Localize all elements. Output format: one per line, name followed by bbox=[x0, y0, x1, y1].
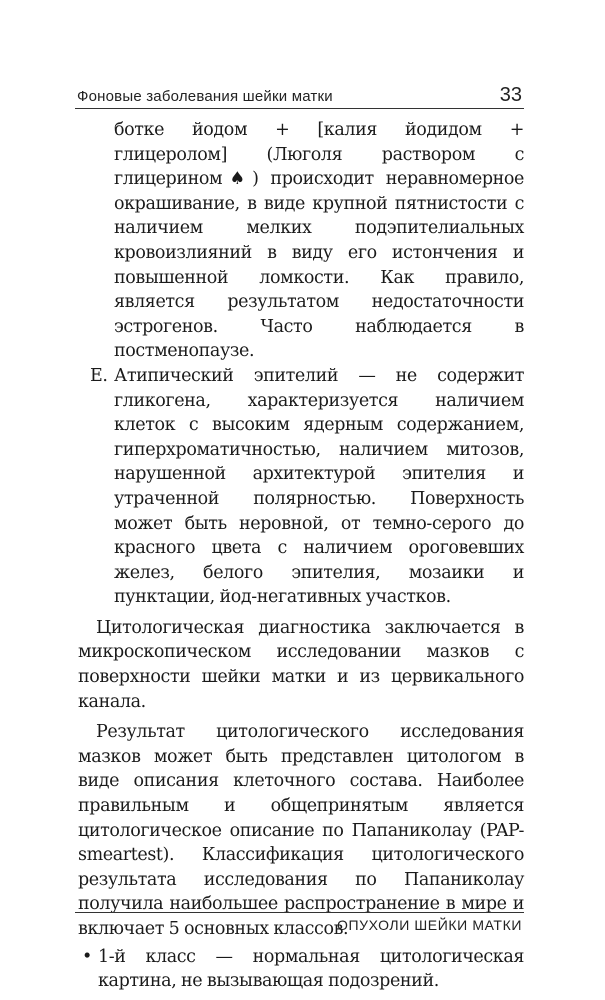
running-footer bbox=[75, 912, 524, 933]
running-header bbox=[75, 86, 524, 109]
bullet-item bbox=[78, 945, 524, 994]
page-body bbox=[78, 118, 524, 994]
running-footer-title: ОПУХОЛИ ШЕЙКИ МАТКИ bbox=[336, 917, 522, 933]
continued-text: ботке йодом + [калия йодидом + глицеролом] (Люголя раствором с глицерином♠) происходит неравномерное окрашивание, в виде крупной пятнистости с наличием мелких подэпителиальных кровоизлияний в виду его истончения и повышенной ломкости. Как правило, является результатом недостаточности эстрогенов. Часто наблюдается в постменопаузе. bbox=[114, 120, 524, 362]
list-item-text: Атипический эпителий — не содержит гликогена, характеризуется наличием клеток с высоким ядерным содержанием, гиперхроматичностью, наличием митозов, нарушенной архитектурой эпителия и утраченной полярностью. Поверхность может быть неровной, от темно-серого до красного цвета с наличием ороговевших желез, белого эпителия, мозаики и пунктации, йод-негативных участков. bbox=[114, 365, 524, 608]
bullet-icon: • bbox=[82, 946, 92, 967]
paragraph-papanicolaou: Результат цитологического исследования мазков может быть представлен цитологом в виде описания клеточного состава. Наиболее правильным и общепринятым является цитологическое описание по Папаниколау (PAP-smeartest). Классификация цитологического результата исследования по Папаниколау получила наибольшее распространение в мире и включает 5 основных классов. bbox=[78, 722, 524, 939]
running-header-title: Фоновые заболевания шейки матки bbox=[77, 88, 333, 105]
paragraph-cytology: Цитологическая диагностика заключается в микроскопическом исследовании мазков с поверхности шейки матки и из цервикального канала. bbox=[78, 617, 524, 712]
page-number: 33 bbox=[499, 84, 522, 106]
list-marker: Е. bbox=[90, 365, 108, 386]
list-item-e bbox=[78, 364, 524, 610]
bullet-item-text: 1-й класс — нормальная цитологическая картина, не вызывающая подозрений. bbox=[98, 946, 524, 992]
